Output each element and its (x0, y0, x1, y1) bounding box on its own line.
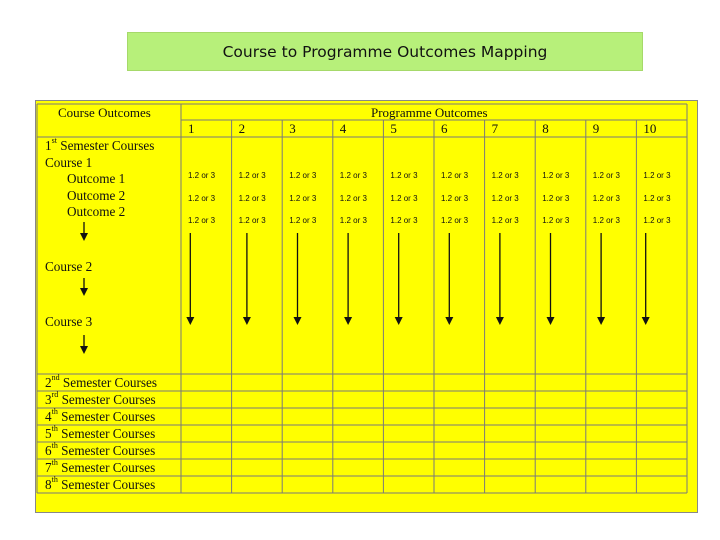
po-cell-value: 1.2 or 3 (441, 216, 469, 225)
po-cell-value: 1.2 or 3 (390, 171, 418, 180)
po-number-10: 10 (643, 121, 657, 136)
po-down-arrow (642, 233, 650, 325)
po-number-3: 3 (289, 121, 296, 136)
po-cell-value: 1.2 or 3 (542, 194, 570, 203)
po-down-arrow (395, 233, 403, 325)
semester-label-4: 4th Semester Courses (45, 407, 156, 424)
po-down-arrow (445, 233, 453, 325)
po-number-1: 1 (188, 121, 195, 136)
po-down-arrow (547, 233, 555, 325)
po-cell-value: 1.2 or 3 (592, 171, 620, 180)
po-number-6: 6 (441, 121, 448, 136)
po-cell-value: 1.2 or 3 (491, 194, 519, 203)
po-cell-value: 1.2 or 3 (289, 216, 317, 225)
po-cell-value: 1.2 or 3 (289, 194, 317, 203)
po-cell-value: 1.2 or 3 (643, 216, 671, 225)
po-number-4: 4 (339, 121, 347, 136)
course-down-arrow (80, 278, 88, 296)
po-number-8: 8 (542, 121, 549, 136)
po-cell-value: 1.2 or 3 (390, 216, 418, 225)
po-cell-value: 1.2 or 3 (238, 194, 266, 203)
po-cell-value: 1.2 or 3 (592, 216, 620, 225)
po-number-7: 7 (491, 121, 499, 136)
course2-label: Course 2 (45, 259, 93, 274)
po-cell-value: 1.2 or 3 (339, 194, 367, 203)
semester-label-2: 2nd Semester Courses (45, 373, 158, 390)
po-cell-value: 1.2 or 3 (188, 216, 216, 225)
po-cell-value: 1.2 or 3 (542, 216, 570, 225)
po-cell-value: 1.2 or 3 (188, 194, 216, 203)
outcome-label: Outcome 2 (67, 204, 126, 219)
po-down-arrow (496, 233, 504, 325)
po-cell-value: 1.2 or 3 (390, 194, 418, 203)
semester-label-8: 8th Semester Courses (45, 475, 156, 492)
po-number-5: 5 (390, 121, 397, 136)
po-cell-value: 1.2 or 3 (339, 171, 367, 180)
po-cell-value: 1.2 or 3 (491, 216, 519, 225)
po-cell-value: 1.2 or 3 (592, 194, 620, 203)
po-cell-value: 1.2 or 3 (542, 171, 570, 180)
course-down-arrow (80, 335, 88, 354)
semester-label-3: 3rd Semester Courses (45, 390, 156, 407)
po-cell-value: 1.2 or 3 (289, 171, 317, 180)
po-cell-value: 1.2 or 3 (441, 171, 469, 180)
semester-label-6: 6th Semester Courses (45, 441, 156, 458)
slide-title-text: Course to Programme Outcomes Mapping (222, 42, 548, 61)
semester-label-5: 5th Semester Courses (45, 424, 156, 441)
po-down-arrow (243, 233, 251, 325)
po-cell-value: 1.2 or 3 (238, 171, 266, 180)
po-cell-value: 1.2 or 3 (238, 216, 266, 225)
first-semester-label: 1st Semester Courses (45, 136, 155, 153)
po-down-arrow (186, 233, 194, 325)
po-down-arrow (294, 233, 302, 325)
course3-label: Course 3 (45, 314, 93, 329)
po-cell-value: 1.2 or 3 (491, 171, 519, 180)
po-number-9: 9 (592, 121, 600, 136)
programme-outcomes-header: Programme Outcomes (371, 105, 488, 120)
outcome-label: Outcome 1 (67, 171, 126, 186)
mapping-table (35, 100, 698, 513)
po-cell-value: 1.2 or 3 (339, 216, 367, 225)
po-cell-value: 1.2 or 3 (441, 194, 469, 203)
po-cell-value: 1.2 or 3 (643, 194, 671, 203)
course1-label: Course 1 (45, 155, 93, 170)
po-cell-value: 1.2 or 3 (643, 171, 671, 180)
po-down-arrow (344, 233, 352, 325)
course-down-arrow (80, 222, 88, 241)
po-down-arrow (597, 233, 605, 325)
po-cell-value: 1.2 or 3 (188, 171, 216, 180)
po-number-2: 2 (238, 121, 246, 136)
semester-label-7: 7th Semester Courses (45, 458, 156, 475)
outcome-label: Outcome 2 (67, 187, 126, 203)
slide-title (127, 32, 643, 71)
course-outcomes-header: Course Outcomes (58, 105, 151, 120)
